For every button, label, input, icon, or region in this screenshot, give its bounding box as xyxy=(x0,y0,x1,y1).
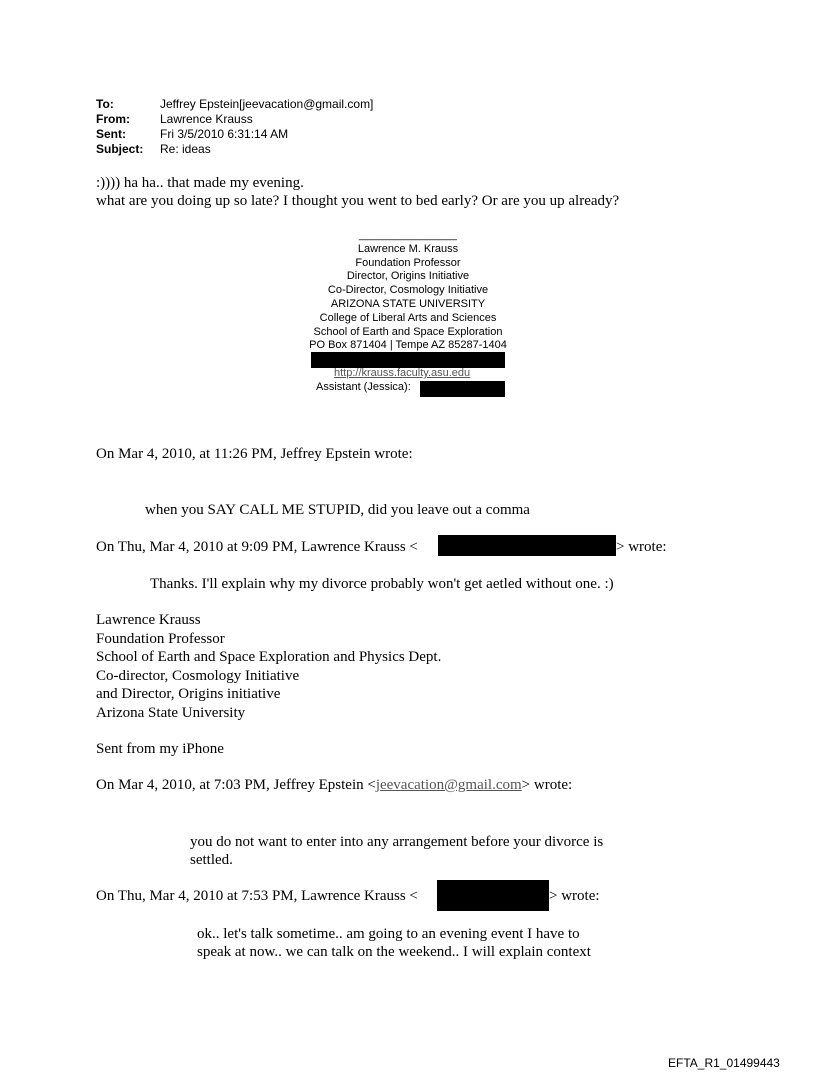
document-id: EFTA_R1_01499443 xyxy=(668,1056,780,1070)
to-label: To: xyxy=(96,97,114,111)
sent-label: Sent: xyxy=(96,127,126,141)
assistant-label: Assistant (Jessica): xyxy=(316,381,411,393)
signature-2-line: Arizona State University xyxy=(96,704,246,721)
quote-1-header: On Mar 4, 2010, at 11:26 PM, Jeffrey Epstein wrote: xyxy=(96,446,413,462)
signature-2-line: Co-director, Cosmology Initiative xyxy=(96,667,300,684)
signature-line: Director, Origins Initiative xyxy=(346,270,470,283)
redaction-box xyxy=(311,352,505,368)
quote-4-header-suffix: > wrote: xyxy=(549,888,600,904)
redaction-box xyxy=(438,535,616,556)
signature-line: School of Earth and Space Exploration xyxy=(313,325,503,338)
signature-2-line: and Director, Origins initiative xyxy=(96,686,281,702)
quote-3-header-prefix: On Mar 4, 2010, at 7:03 PM, Jeffrey Epstein < xyxy=(96,777,376,793)
quote-3-body-line-2: settled. xyxy=(190,852,233,868)
signature-2-line: Lawrence Krauss xyxy=(96,612,201,628)
signature-2-line: School of Earth and Space Exploration and Physics Dept. xyxy=(96,649,442,665)
quote-4-body-line-1: ok.. let's talk sometime.. am going to an evening event I have to xyxy=(197,926,580,942)
from-label: From: xyxy=(96,112,130,126)
message-line-2: what are you doing up so late? I thought you went to bed early? Or are you up already? xyxy=(96,193,620,209)
from-value: Lawrence Krauss xyxy=(160,112,253,126)
signature-line: Foundation Professor xyxy=(355,256,461,269)
subject-label: Subject: xyxy=(96,142,144,156)
quote-3-header-suffix: > wrote: xyxy=(521,777,573,793)
to-value: Jeffrey Epstein[jeevacation@gmail.com] xyxy=(160,97,374,111)
signature-line: Lawrence M. Krauss xyxy=(357,242,459,255)
quote-3-header xyxy=(96,776,572,794)
quote-1-body: when you SAY CALL ME STUPID, did you leave out a comma xyxy=(145,502,530,518)
signature-line: Co-Director, Cosmology Initiative xyxy=(327,284,489,297)
signature-line: College of Liberal Arts and Sciences xyxy=(319,311,497,324)
quote-2-body: Thanks. I'll explain why my divorce probably won't get aetled without one. :) xyxy=(150,576,614,592)
quote-2-header-prefix: On Thu, Mar 4, 2010 at 9:09 PM, Lawrence Krauss < xyxy=(96,539,418,555)
redaction-box xyxy=(437,880,549,911)
signature-block xyxy=(258,229,558,353)
quote-4-body-line-2: speak at now.. we can talk on the weekend.. I will explain context xyxy=(197,944,591,960)
signature-line: ARIZONA STATE UNIVERSITY xyxy=(330,297,486,310)
signature-url-link[interactable]: http://krauss.faculty.asu.edu xyxy=(334,367,471,379)
redaction-box xyxy=(420,381,505,397)
quote-3-body-line-1: you do not want to enter into any arrangement before your divorce is xyxy=(190,834,604,850)
quote-4-header-prefix: On Thu, Mar 4, 2010 at 7:53 PM, Lawrence Krauss < xyxy=(96,888,418,904)
signature-rule: ________________ xyxy=(359,229,457,241)
quote-2-header-suffix: > wrote: xyxy=(616,539,667,555)
sent-from-line: Sent from my iPhone xyxy=(96,741,224,757)
signature-line: PO Box 871404 | Tempe AZ 85287-1404 xyxy=(309,339,507,352)
quote-3-email-link[interactable]: jeevacation@gmail.com xyxy=(375,777,522,793)
subject-value: Re: ideas xyxy=(160,142,211,156)
message-line-1: :)))) ha ha.. that made my evening. xyxy=(96,175,304,191)
sent-value: Fri 3/5/2010 6:31:14 AM xyxy=(160,127,289,141)
signature-2-line: Foundation Professor xyxy=(96,630,225,647)
